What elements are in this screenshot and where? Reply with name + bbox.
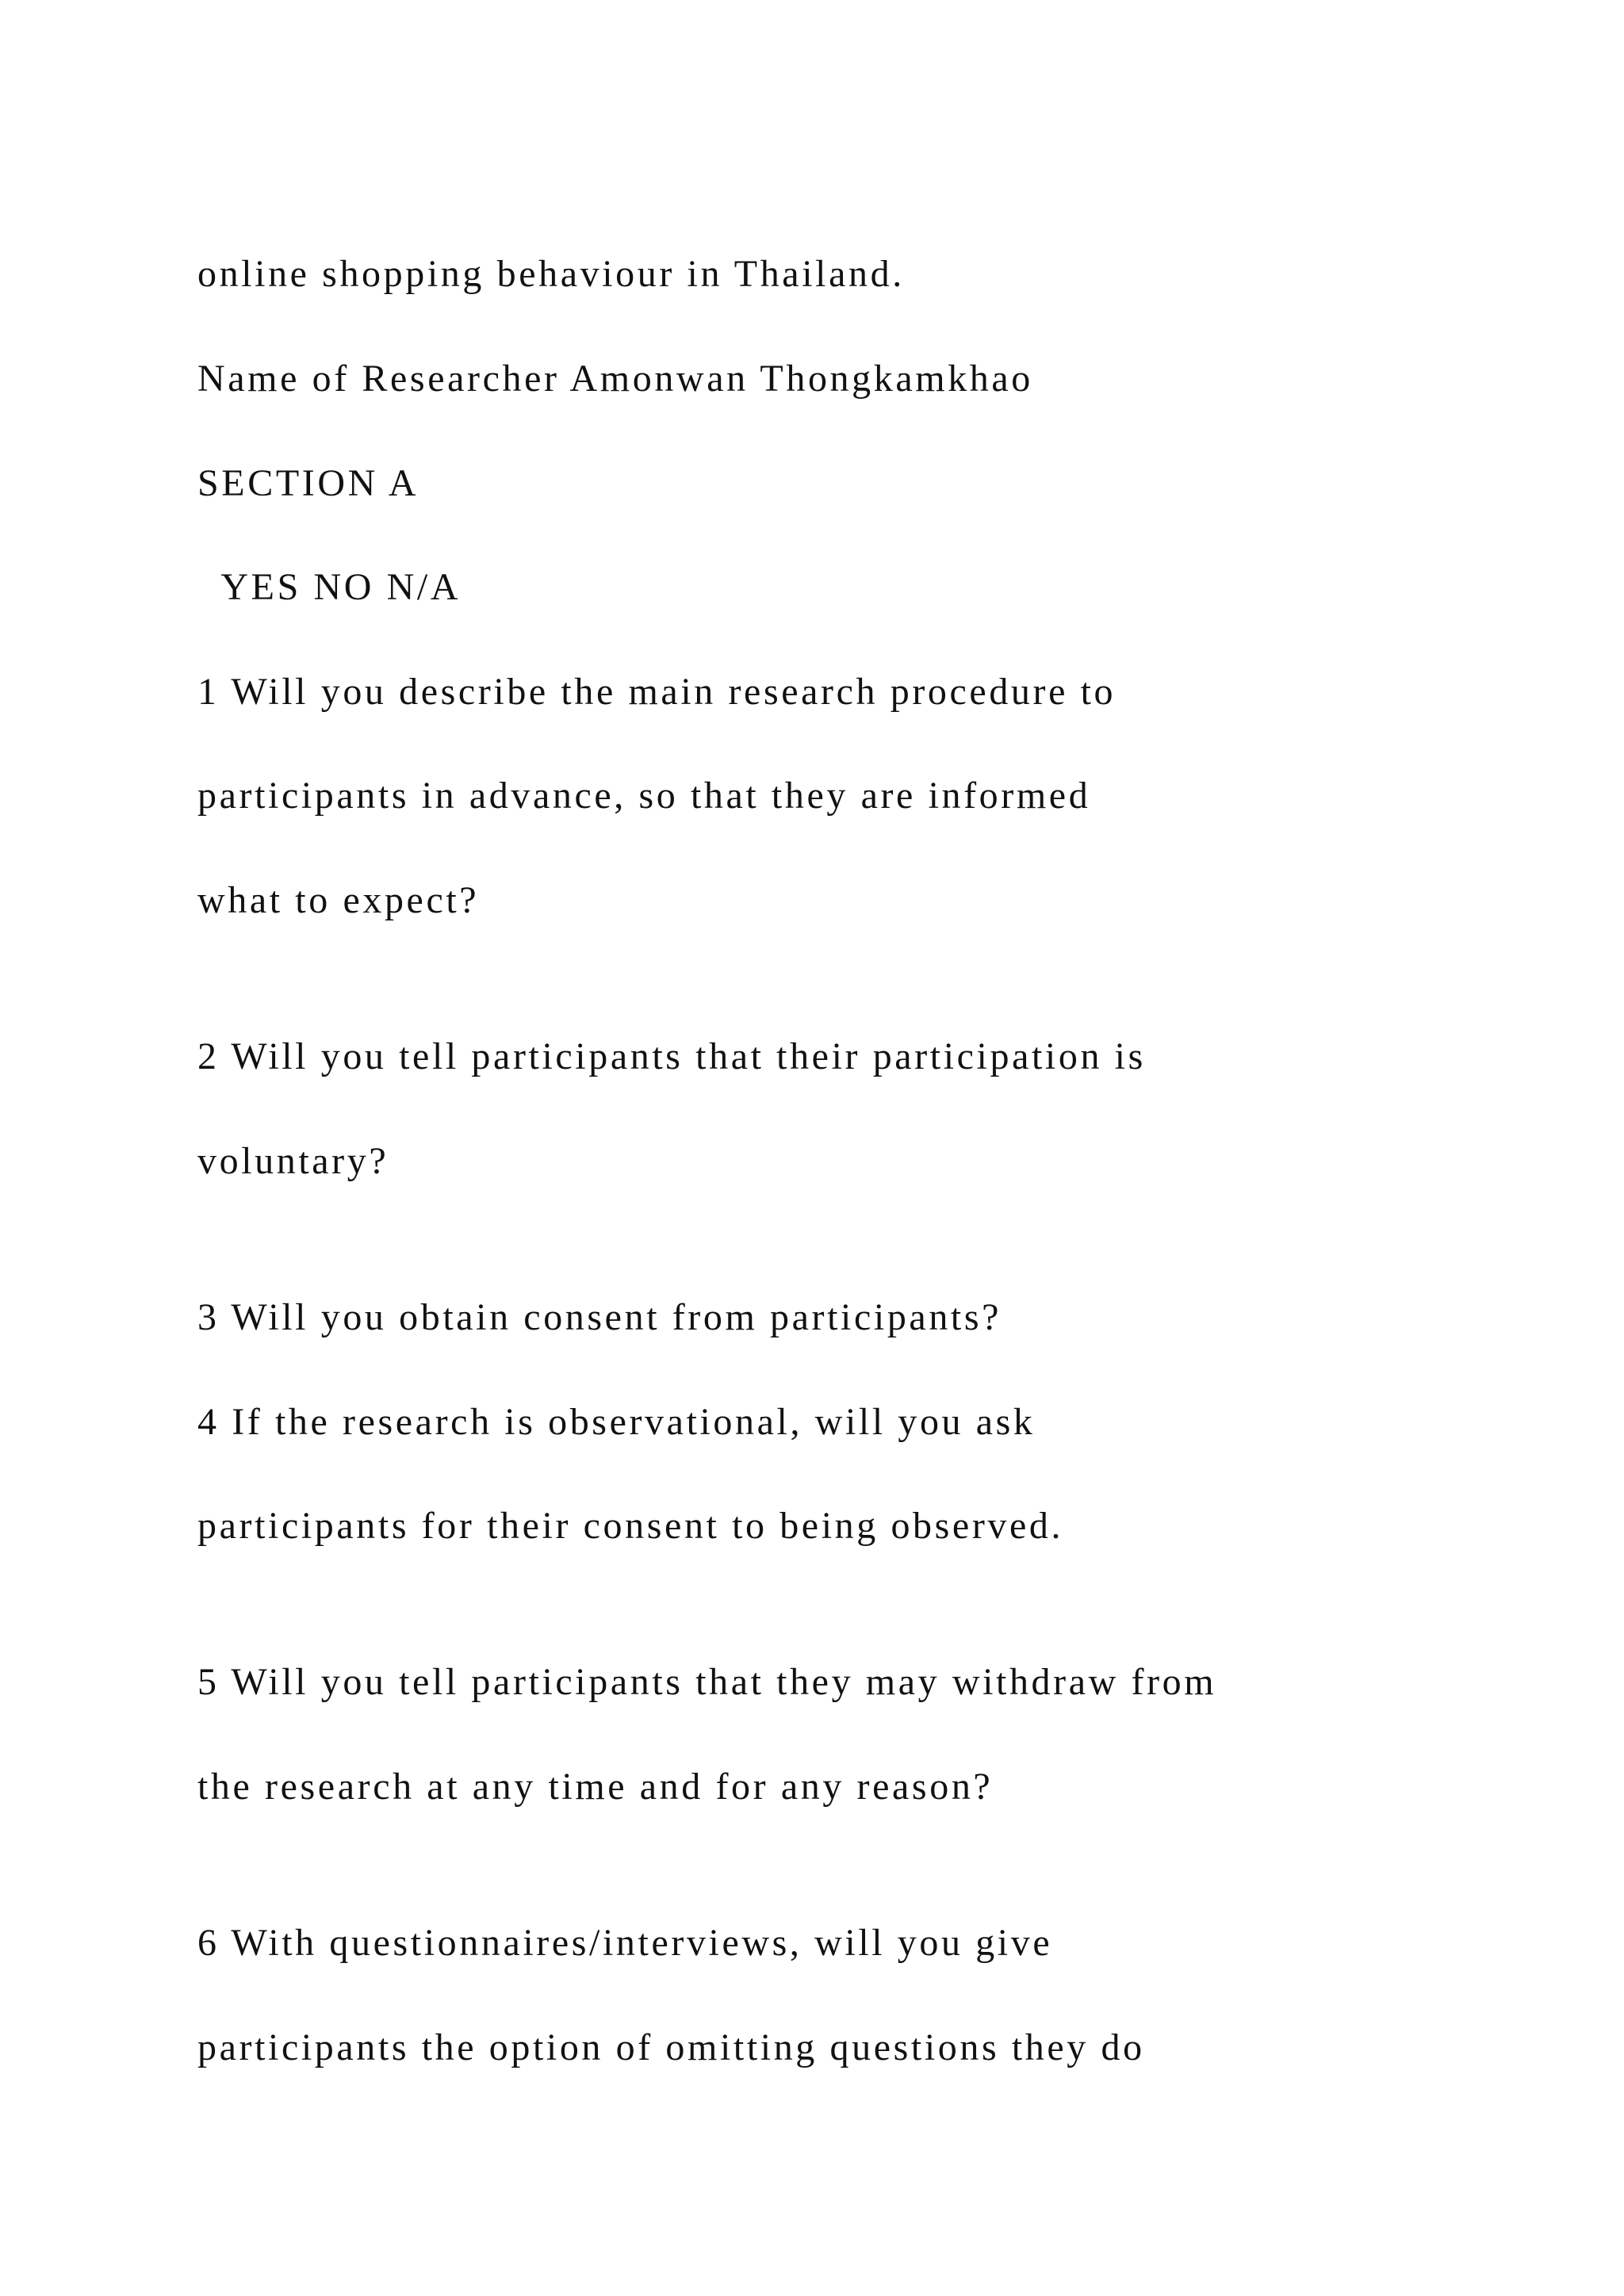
section-heading: SECTION A xyxy=(197,462,419,504)
researcher-name: Name of Researcher Amonwan Thongkamkhao xyxy=(197,358,1033,400)
study-title-continuation: online shopping behaviour in Thailand. xyxy=(197,253,905,295)
question-6-line-2: participants the option of omitting questions they do xyxy=(197,2026,1145,2068)
question-5-line-1: 5 Will you tell participants that they may withdraw from xyxy=(197,1661,1217,1703)
question-4-line-1: 4 If the research is observational, will you ask xyxy=(197,1401,1036,1443)
question-6-line-1: 6 With questionnaires/interviews, will you give xyxy=(197,1922,1053,1964)
question-2-line-1: 2 Will you tell participants that their participation is xyxy=(197,1035,1146,1077)
question-3: 3 Will you obtain consent from participants? xyxy=(197,1296,1002,1338)
question-4-line-2: participants for their consent to being observed. xyxy=(197,1505,1064,1547)
question-1-line-1: 1 Will you describe the main research procedure to xyxy=(197,671,1116,713)
question-1-line-3: what to expect? xyxy=(197,879,480,921)
question-1-line-2: participants in advance, so that they are informed xyxy=(197,775,1091,817)
question-5-line-2: the research at any time and for any reason? xyxy=(197,1766,994,1808)
question-2-line-2: voluntary? xyxy=(197,1140,389,1182)
answer-column-headers: YES NO N/A xyxy=(197,566,462,608)
